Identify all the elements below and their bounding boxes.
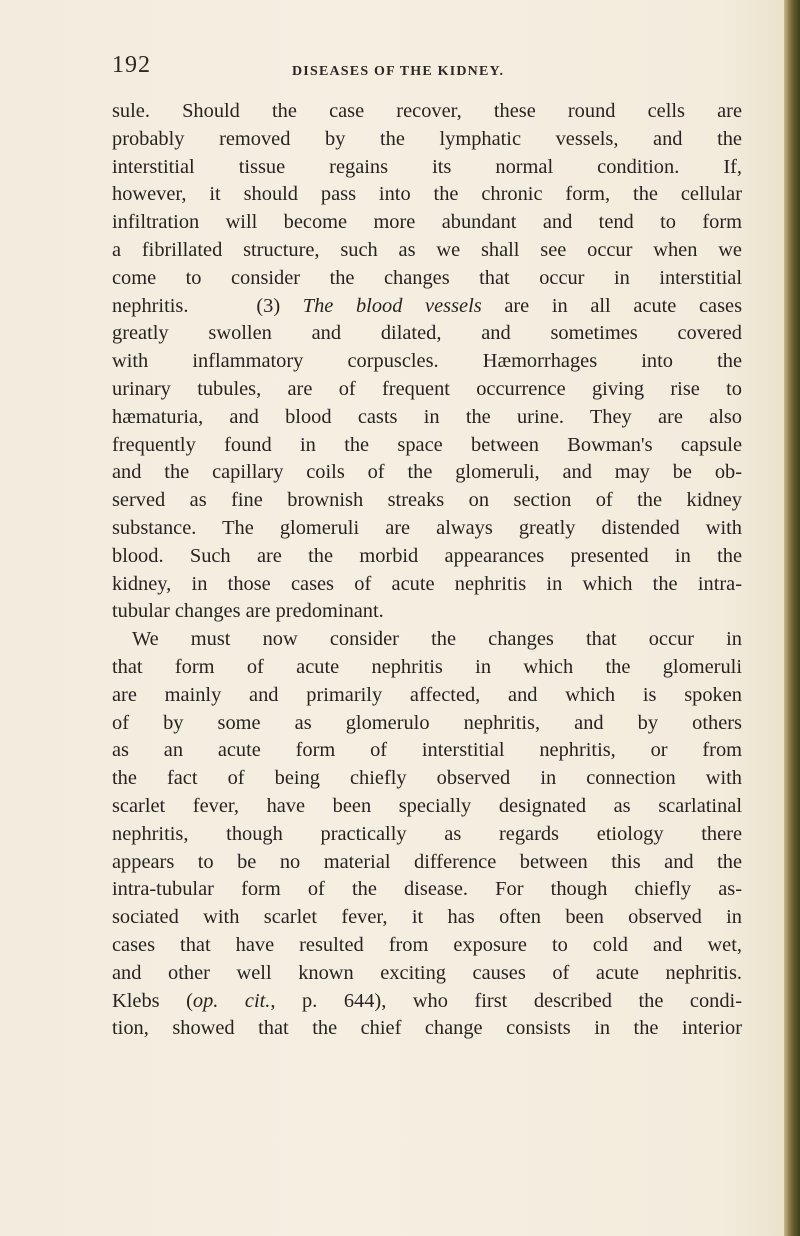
text-line: intra-tubular form of the disease. For though chiefly as-	[112, 878, 742, 901]
text-line: the fact of being chiefly observed in connection with	[112, 767, 742, 790]
text-line: appears to be no material difference between this and the	[112, 850, 742, 873]
text-line: come to consider the changes that occur in interstitial	[112, 266, 742, 289]
italic-phrase: The blood vessels	[302, 294, 482, 317]
text-line: are mainly and primarily affected, and which is spoken	[112, 683, 742, 706]
text-line: as an acute form of interstitial nephritis, or from	[112, 739, 742, 762]
text-segment: Klebs (	[112, 989, 193, 1012]
body-text	[112, 98, 742, 1043]
text-line: and the capillary coils of the glomeruli, and may be ob-	[112, 461, 742, 484]
text-line: interstitial tissue regains its normal condition. If,	[112, 155, 742, 178]
text-line: probably removed by the lymphatic vessels, and the	[112, 127, 742, 150]
page-header	[112, 52, 742, 88]
text-line: sule. Should the case recover, these round cells are	[112, 100, 742, 122]
text-line: that form of acute nephritis in which the glomeruli	[112, 655, 742, 678]
text-line: urinary tubules, are of frequent occurrence giving rise to	[112, 377, 742, 400]
text-line: greatly swollen and dilated, and sometimes covered	[112, 322, 742, 345]
text-line: however, it should pass into the chronic form, the cellular	[112, 183, 742, 206]
text-line: and other well known exciting causes of acute nephritis.	[112, 961, 742, 984]
text-line: of by some as glomerulo nephritis, and by others	[112, 711, 742, 734]
text-line: scarlet fever, have been specially designated as scarlatinal	[112, 794, 742, 817]
page-number: 192	[112, 52, 151, 78]
text-line: a fibrillated structure, such as we shall see occur when we	[112, 238, 742, 261]
text-line: tion, showed that the chief change consists in the interior	[112, 1017, 742, 1040]
page-binding-edge	[784, 0, 800, 1236]
text-line: with inflammatory corpuscles. Hæmorrhages into the	[112, 350, 742, 373]
text-line: blood. Such are the morbid appearances presented in the	[112, 544, 742, 567]
text-line	[112, 988, 742, 1016]
text-line: sociated with scarlet fever, it has often been observed in	[112, 906, 742, 929]
text-line: frequently found in the space between Bowman's capsule	[112, 433, 742, 456]
text-line: We must now consider the changes that occur in	[132, 628, 742, 651]
text-line: substance. The glomeruli are always greatly distended with	[112, 516, 742, 539]
text-line: kidney, in those cases of acute nephritis in which the intra-	[112, 572, 742, 595]
text-line: tubular changes are predominant.	[112, 600, 384, 623]
italic-phrase: op. cit.	[192, 989, 271, 1012]
text-segment: are in all acute cases	[481, 294, 743, 317]
text-line: cases that have resulted from exposure to cold and wet,	[112, 933, 742, 956]
text-segment: nephritis. (3)	[112, 294, 303, 317]
text-line	[112, 293, 742, 321]
text-line: served as fine brownish streaks on section of the kidney	[112, 489, 742, 512]
text-line: hæmaturia, and blood casts in the urine. They are also	[112, 405, 742, 428]
text-segment: , p. 644), who first described the condi-	[270, 989, 742, 1012]
text-line: nephritis, though practically as regards etiology there	[112, 822, 742, 845]
running-head: DISEASES OF THE KIDNEY.	[292, 64, 505, 79]
text-line: infiltration will become more abundant and tend to form	[112, 211, 742, 234]
